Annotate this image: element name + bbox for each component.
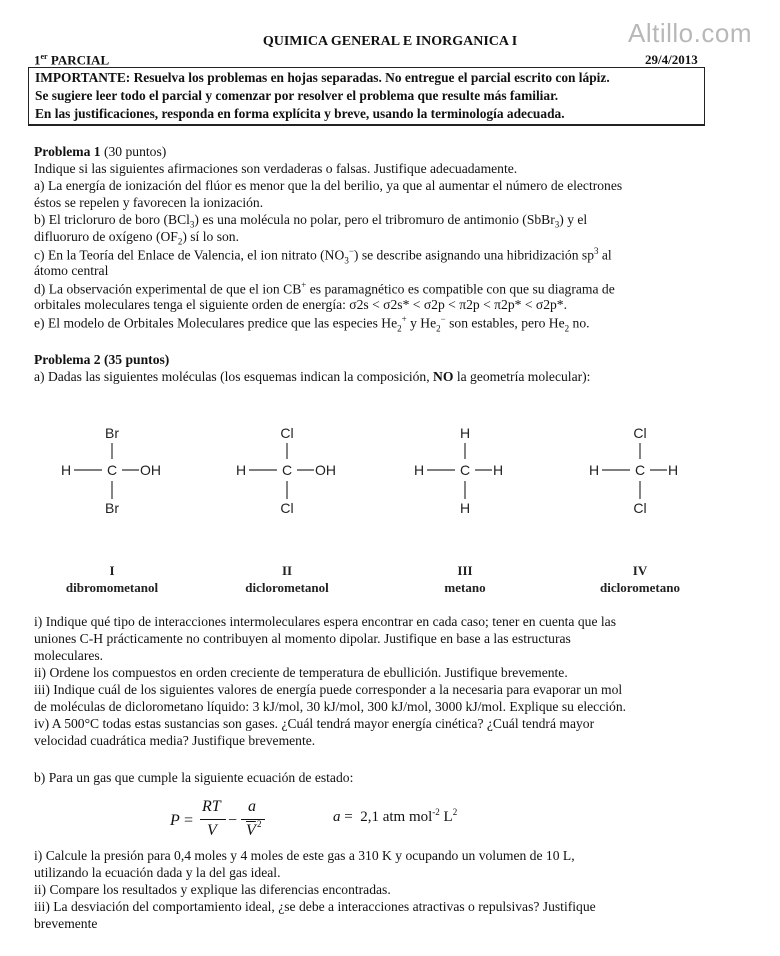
p1-b1c: ) y el bbox=[559, 212, 588, 227]
parcial-word: PARCIAL bbox=[50, 52, 110, 68]
mol-atom-center: C bbox=[106, 462, 118, 478]
sup-minus: − bbox=[348, 246, 354, 256]
p2-a-intro-no: NO bbox=[433, 369, 454, 384]
sup-plus: + bbox=[401, 314, 407, 324]
sub-3: 3 bbox=[344, 255, 349, 266]
mol-atom-top: Br bbox=[105, 425, 119, 441]
a-lhs: a bbox=[333, 809, 341, 825]
p1-b1a: b) El tricloruro de boro (BCl bbox=[34, 212, 190, 227]
a-exp1: -2 bbox=[432, 807, 440, 817]
p1-intro: Indique si las siguientes afirmaciones son verdaderas o falsas. Justifique adecuadamente. bbox=[34, 161, 518, 176]
mol-name: diclorometanol bbox=[245, 580, 329, 595]
sub-2: 2 bbox=[564, 323, 570, 334]
mol-atom-center: C bbox=[281, 462, 293, 478]
p1-heading-line bbox=[34, 144, 166, 160]
p2-heading: Problema 2 (35 puntos) bbox=[34, 352, 170, 367]
p1-c-line2: átomo central bbox=[34, 263, 109, 278]
p2-a-intro-1: a) Dadas las siguientes moléculas (los esquemas indican la composición, bbox=[34, 369, 434, 384]
p1-points: (30 puntos) bbox=[100, 144, 167, 159]
mol-atom-left: H bbox=[235, 462, 247, 478]
mol-numeral: I bbox=[109, 563, 115, 578]
p1-d-line1 bbox=[34, 280, 615, 298]
notice-line-3: En las justificaciones, responda en forma explícita y breve, usando la terminología adecuada. bbox=[35, 106, 565, 121]
p1-b2b: ) sí lo son. bbox=[182, 229, 239, 244]
mol-atom-right: OH bbox=[315, 462, 336, 478]
p1-b1b: ) es una molécula no polar, pero el tribromuro de antimonio (SbBr bbox=[194, 212, 555, 227]
mol-atom-right: H bbox=[668, 462, 679, 478]
mol-name: metano bbox=[444, 580, 486, 595]
sup-plus: + bbox=[301, 280, 307, 290]
sub-3: 3 bbox=[189, 219, 195, 230]
mol-atom-top: H bbox=[459, 425, 471, 441]
exam-parcial bbox=[34, 52, 109, 68]
p2-i-line3: moleculares. bbox=[34, 648, 104, 663]
sup-3: 3 bbox=[594, 246, 599, 256]
mol-numeral: IV bbox=[632, 563, 648, 578]
mol-atom-center: C bbox=[634, 462, 646, 478]
p2-a-intro bbox=[34, 369, 590, 385]
parcial-num: 1 bbox=[34, 52, 41, 68]
p1-a-line1: a) La energía de ionización del flúor es menor que la del berilio, ya que al aumentar el número de electrones bbox=[34, 178, 623, 193]
p2-iii-line2: de moléculas de diclorometano líquido: 3 kJ/mol, 30 kJ/mol, 300 kJ/mol, 3000 kJ/mol. Explique su elección. bbox=[34, 699, 627, 714]
mol-atom-top: Cl bbox=[633, 425, 647, 441]
p1-c1b: ) se describe asignando una hibridización sp bbox=[353, 247, 594, 263]
p1-c-line1 bbox=[34, 246, 612, 265]
mol-atom-bottom: Cl bbox=[633, 500, 647, 516]
p1-e1c: son estables, pero He bbox=[445, 315, 565, 331]
sub-2: 2 bbox=[397, 323, 402, 334]
sub-2: 2 bbox=[177, 236, 183, 247]
mol-atom-top: Cl bbox=[280, 425, 294, 441]
p2-i-line2: uniones C-H prácticamente no contribuyen al momento dipolar. Justifique en base a las estructuras bbox=[34, 631, 571, 646]
sub-3: 3 bbox=[554, 219, 560, 230]
p1-b-line1 bbox=[34, 212, 587, 230]
parcial-sup: er bbox=[40, 52, 48, 61]
p1-e-line bbox=[34, 314, 590, 333]
mol-atom-left: H bbox=[588, 462, 600, 478]
mol-atom-center: C bbox=[459, 462, 471, 478]
notice-box bbox=[28, 67, 705, 126]
eq-minus: − bbox=[228, 812, 238, 829]
mol-atom-left: H bbox=[60, 462, 72, 478]
p2-iv-line1: iv) A 500°C todas estas sustancias son gases. ¿Cuál tendrá mayor energía cinética? ¿Cuál tendrá mayor bbox=[34, 716, 595, 731]
p1-e1d: no. bbox=[569, 315, 590, 331]
mol-atom-left: H bbox=[413, 462, 425, 478]
p1-a-line2: éstos se repelen y favorecen la ionización. bbox=[34, 195, 264, 210]
p2-a-intro-2: la geometría molecular): bbox=[453, 369, 591, 384]
exam-title: QUIMICA GENERAL E INORGANICA I bbox=[262, 34, 518, 49]
p1-e1a: e) El modelo de Orbitales Moleculares predice que las especies He bbox=[34, 315, 398, 331]
mol-atom-right: H bbox=[493, 462, 504, 478]
p2-b-intro: b) Para un gas que cumple la siguiente ecuación de estado: bbox=[34, 770, 354, 785]
notice-line-1: IMPORTANTE: Resuelva los problemas en hojas separadas. No entregue el parcial escrito con lápiz. bbox=[35, 70, 610, 85]
p1-b-line2 bbox=[34, 229, 239, 247]
a-L: L bbox=[439, 809, 453, 825]
mol-atom-right: OH bbox=[140, 462, 161, 478]
sup-minus: − bbox=[440, 314, 446, 324]
mol-atom-bottom: Cl bbox=[280, 500, 294, 516]
mol-atom-bottom: Br bbox=[105, 500, 119, 516]
a-eq: = bbox=[344, 809, 353, 825]
eq-den2: $\overline{V}$ bbox=[246, 822, 256, 839]
p1-d1a: d) La observación experimental de que el ion CB bbox=[34, 281, 302, 297]
a-constant bbox=[333, 807, 457, 826]
eq-den2-exp: 2 bbox=[257, 819, 262, 829]
a-exp2: 2 bbox=[452, 807, 458, 817]
p1-heading: Problema 1 bbox=[34, 144, 101, 159]
molecule-structures bbox=[0, 400, 780, 600]
mol-numeral: III bbox=[457, 563, 473, 578]
p2-iv-line2: velocidad cuadrática media? Justifique brevemente. bbox=[34, 733, 316, 748]
p1-d-line2: orbitales moleculares tenga el siguiente orden de energía: σ2s < σ2s* < σ2p < π2p < π2p* < σ2p*. bbox=[34, 297, 567, 312]
eq-P: P bbox=[170, 812, 180, 829]
p2-ii: ii) Ordene los compuestos en orden creciente de temperatura de ebullición. Justifique brevemente. bbox=[34, 665, 568, 680]
mol-numeral: II bbox=[281, 563, 293, 578]
exam-date: 29/4/2013 bbox=[645, 52, 698, 67]
state-equation bbox=[170, 798, 280, 846]
p2-b-iii-line1: iii) La desviación del comportamiento ideal, ¿se debe a interacciones atractivas o repulsivas? Justifique bbox=[34, 899, 596, 914]
p1-c1a: c) En la Teoría del Enlace de Valencia, el ion nitrato (NO bbox=[34, 247, 345, 263]
mol-name: dibromometanol bbox=[65, 580, 159, 595]
sub-2: 2 bbox=[436, 323, 441, 334]
mol-name: diclorometano bbox=[600, 580, 680, 595]
p2-b-ii: ii) Compare los resultados y explique las diferencias encontradas. bbox=[34, 882, 391, 897]
eq-frac1-bar bbox=[200, 819, 226, 820]
notice-line-2: Se sugiere leer todo el parcial y comenzar por resolver el problema que resulte más familiar. bbox=[35, 88, 559, 103]
p2-i-line1: i) Indique qué tipo de interacciones intermoleculares espera encontrar en cada caso; tener en cuenta que las bbox=[34, 614, 616, 629]
p2-iii-line1: iii) Indique cuál de los siguientes valores de energía puede corresponder a la necesaria para evaporar un mol bbox=[34, 682, 623, 697]
p1-c1c: al bbox=[598, 247, 612, 263]
p2-b-iii-line2: brevemente bbox=[34, 916, 98, 931]
p1-d1b: es paramagnético es compatible con que su diagrama de bbox=[306, 281, 615, 297]
eq-num2: a bbox=[248, 798, 256, 815]
mol-atom-bottom: H bbox=[459, 500, 471, 516]
p2-b-i-line1: i) Calcule la presión para 0,4 moles y 4 moles de este gas a 310 K y ocupando un volumen de 10 L, bbox=[34, 848, 575, 863]
p2-b-i-line2: utilizando la ecuación dada y la del gas ideal. bbox=[34, 865, 281, 880]
eq-equals: = bbox=[184, 812, 194, 829]
eq-den1: V bbox=[207, 822, 217, 839]
eq-num1: RT bbox=[202, 798, 221, 815]
watermark-logo: Altillo.com bbox=[628, 18, 752, 48]
p1-b2a: difluoruro de oxígeno (OF bbox=[34, 229, 178, 244]
p1-e1b: y He bbox=[406, 315, 437, 331]
a-val: 2,1 atm mol bbox=[360, 809, 433, 825]
